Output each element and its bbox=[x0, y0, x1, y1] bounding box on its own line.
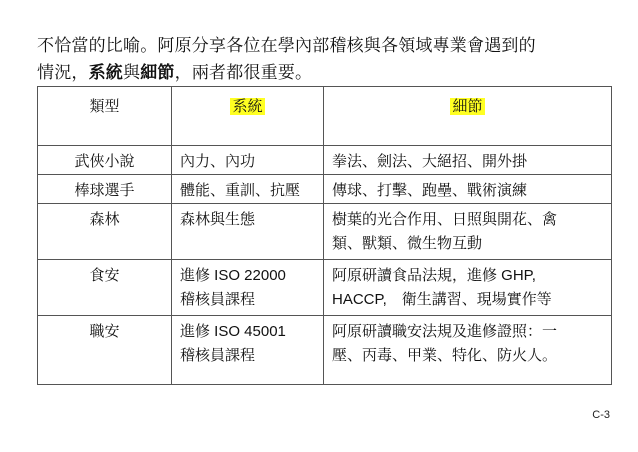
detail-line: 傳球、打擊、跑壘、戰術演練 bbox=[332, 182, 528, 199]
intro-line-2-end: ，兩者都很重要。 bbox=[174, 63, 313, 82]
header-system-label: 系統 bbox=[232, 98, 263, 115]
system-cell bbox=[172, 316, 324, 385]
type-cell bbox=[38, 316, 172, 385]
detail-cell bbox=[324, 260, 612, 316]
system-cell bbox=[172, 146, 324, 175]
intro-line-2-start: 情況， bbox=[37, 63, 89, 82]
header-type bbox=[38, 87, 172, 146]
system-cell bbox=[172, 175, 324, 204]
system-line: 進修 ISO 22000 bbox=[180, 267, 286, 284]
intro-line-2 bbox=[37, 59, 617, 86]
table-row bbox=[38, 260, 612, 316]
system-line: 進修 ISO 45001 bbox=[180, 323, 286, 340]
intro-line-1: 不恰當的比喻。阿原分享各位在學內部稽核與各領域專業會遇到的 bbox=[37, 36, 536, 55]
type-cell bbox=[38, 146, 172, 175]
intro-line-2-joiner: 與 bbox=[123, 63, 141, 82]
detail-line: HACCP, 衛生講習、現場實作等 bbox=[332, 291, 552, 308]
detail-line: 類、獸類、微生物互動 bbox=[332, 235, 483, 252]
type-cell bbox=[38, 175, 172, 204]
detail-cell bbox=[324, 204, 612, 260]
intro-keyword-detail: 細節 bbox=[140, 63, 175, 82]
type-text: 棒球選手 bbox=[74, 182, 135, 199]
detail-line: 阿原研讀職安法規及進修證照：一 bbox=[332, 323, 558, 340]
type-cell bbox=[38, 204, 172, 260]
table-header-row bbox=[38, 87, 612, 146]
detail-cell bbox=[324, 175, 612, 204]
type-text: 職安 bbox=[89, 323, 120, 340]
header-system bbox=[172, 87, 324, 146]
type-cell bbox=[38, 260, 172, 316]
type-text: 食安 bbox=[89, 267, 120, 284]
page-number: C-3 bbox=[592, 409, 610, 421]
system-line: 森林與生態 bbox=[180, 211, 256, 228]
header-detail bbox=[324, 87, 612, 146]
table-row bbox=[38, 316, 612, 385]
type-text: 武俠小說 bbox=[74, 153, 135, 170]
detail-line: 阿原研讀食品法規，進修 GHP, bbox=[332, 267, 536, 284]
system-line: 內力、內功 bbox=[180, 153, 256, 170]
detail-line: 壓、丙毒、甲業、特化、防火人。 bbox=[332, 347, 558, 364]
table-row bbox=[38, 175, 612, 204]
system-line: 稽核員課程 bbox=[180, 291, 256, 308]
intro-keyword-system: 系統 bbox=[88, 63, 124, 82]
system-cell bbox=[172, 204, 324, 260]
header-type-label: 類型 bbox=[89, 98, 120, 115]
detail-cell bbox=[324, 316, 612, 385]
detail-line: 樹葉的光合作用、日照與開花、禽 bbox=[332, 211, 558, 228]
system-cell bbox=[172, 260, 324, 316]
detail-line: 拳法、劍法、大絕招、開外掛 bbox=[332, 153, 528, 170]
intro-paragraph bbox=[37, 32, 617, 86]
detail-cell bbox=[324, 146, 612, 175]
comparison-table bbox=[37, 86, 612, 385]
table-row bbox=[38, 146, 612, 175]
header-detail-label: 細節 bbox=[452, 98, 483, 115]
system-line: 體能、重訓、抗壓 bbox=[180, 182, 301, 199]
type-text: 森林 bbox=[89, 211, 120, 228]
table-row bbox=[38, 204, 612, 260]
system-line: 稽核員課程 bbox=[180, 347, 256, 364]
